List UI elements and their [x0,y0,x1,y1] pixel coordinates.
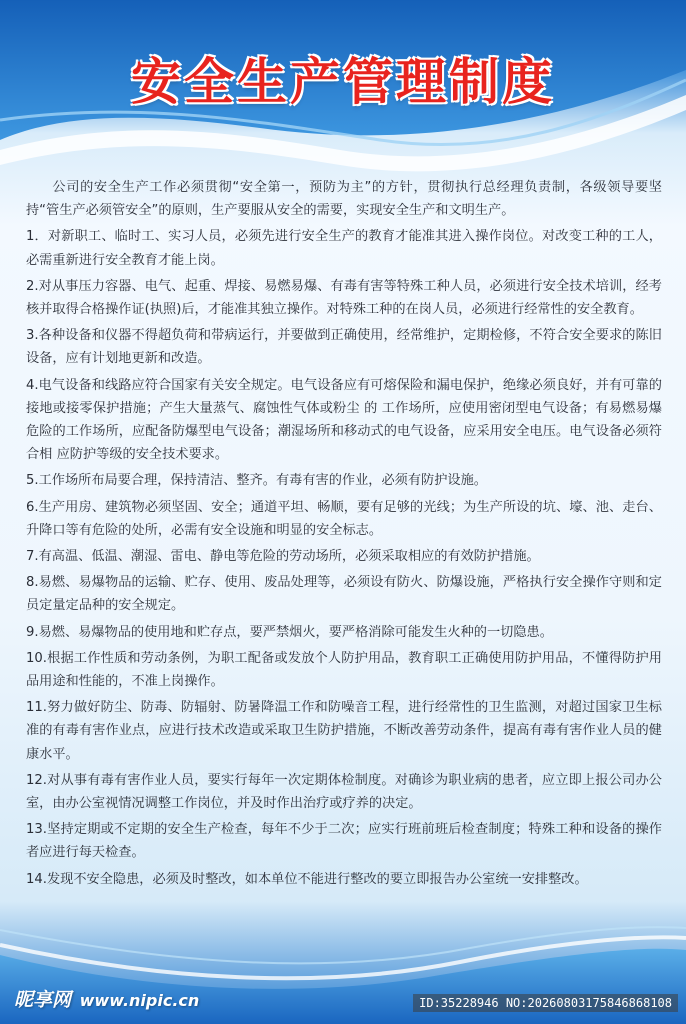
page-title: 安全生产管理制度 [131,53,555,111]
rule-item-2: 2.对从事压力容器、电气、起重、焊接、易燃易爆、有毒有害等特殊工种人员，必须进行安全技术培训，经考核并取得合格操作证(执照)后，才能准其独立操作。对特殊工种的在岗人员，必须进行经常性的安全教育。 [26,278,662,318]
intro-paragraph: 公司的安全生产工作必须贯彻“安全第一，预防为主”的方针，贯彻执行总经理负责制，各级领导要坚持“管生产必须管安全”的原则，生产要服从安全的需要，实现安全生产和文明生产。 [26,180,662,219]
regulation-body [26,176,662,894]
rule-item-4: 4.电气设备和线路应符合国家有关安全规定。电气设备应有可熔保险和漏电保护，绝缘必须良好，并有可靠的接地或接零保护措施；产生大量蒸气、腐蚀性气体或粉尘 的 工作场所，应使用密闭型电气设备；有易燃易爆危险的工作场所，应配备防爆型电气设备；潮湿场所和移动式的电气设备，应采用安全电压。电气设备必须符合相 应防护等级的安全技术要求。 [26,377,662,463]
rule-item-10: 10.根据工作性质和劳动条例，为职工配备或发放个人防护用品，教育职工正确使用防护用品，不懂得防护用品用途和性能的，不准上岗操作。 [26,650,662,690]
rule-item-12: 12.对从事有毒有害作业人员，要实行每年一次定期体检制度。对确诊为职业病的患者，应立即上报公司办公室，由办公室视情况调整工作岗位，并及时作出治疗或疗养的决定。 [26,772,662,812]
rule-item-7: 7.有高温、低温、潮湿、雷电、静电等危险的劳动场所，必须采取相应的有效防护措施。 [26,549,540,565]
footer [0,984,686,1024]
watermark-url: www.nipic.cn [79,991,200,1010]
rule-item-14: 14.发现不安全隐患，必须及时整改，如本单位不能进行整改的要立即报告办公室统一安排整改。 [26,871,588,887]
rule-item-5: 5.工作场所布局要合理，保持清洁、整齐。有毒有害的作业，必须有防护设施。 [26,473,487,489]
watermark-id: ID:35228946 NO:20260803175846868108 [413,994,678,1012]
rule-item-13: 13.坚持定期或不定期的安全生产检查，每年不少于二次；应实行班前班后检查制度；特殊工种和设备的操作者应进行每天检查。 [26,822,662,861]
rule-item-1: 1．对新职工、临时工、实习人员，必须先进行安全生产的教育才能准其进入操作岗位。对改变工种的工人，必需重新进行安全教育才能上岗。 [26,229,662,268]
rule-item-6: 6.生产用房、建筑物必须坚固、安全；通道平坦、畅顺，要有足够的光线；为生产所设的坑、壕、池、走台、升降口等有危险的处所，必需有安全设施和明显的安全标志。 [26,499,662,538]
rule-item-8: 8.易燃、易爆物品的运输、贮存、使用、废品处理等，必须设有防火、防爆设施，严格执行安全操作守则和定员定量定品种的安全规定。 [26,575,662,614]
rule-item-9: 9.易燃、易爆物品的使用地和贮存点，要严禁烟火，要严格消除可能发生火种的一切隐患。 [26,624,553,640]
watermark-logo-text: 昵享网 [14,989,72,1011]
rule-item-3: 3.各种设备和仪器不得超负荷和带病运行，并要做到正确使用，经常维护，定期检修，不符合安全要求的陈旧设备，应有计划地更新和改造。 [26,328,662,367]
watermark-logo [14,985,199,1012]
rule-item-11: 11.努力做好防尘、防毒、防辐射、防暑降温工作和防噪音工程，进行经常性的卫生监测，对超过国家卫生标准的有毒有害作业点，应进行技术改造或采取卫生防护措施，不断改善劳动条件，提高有毒有害作业人员的健康水平。 [26,700,662,762]
